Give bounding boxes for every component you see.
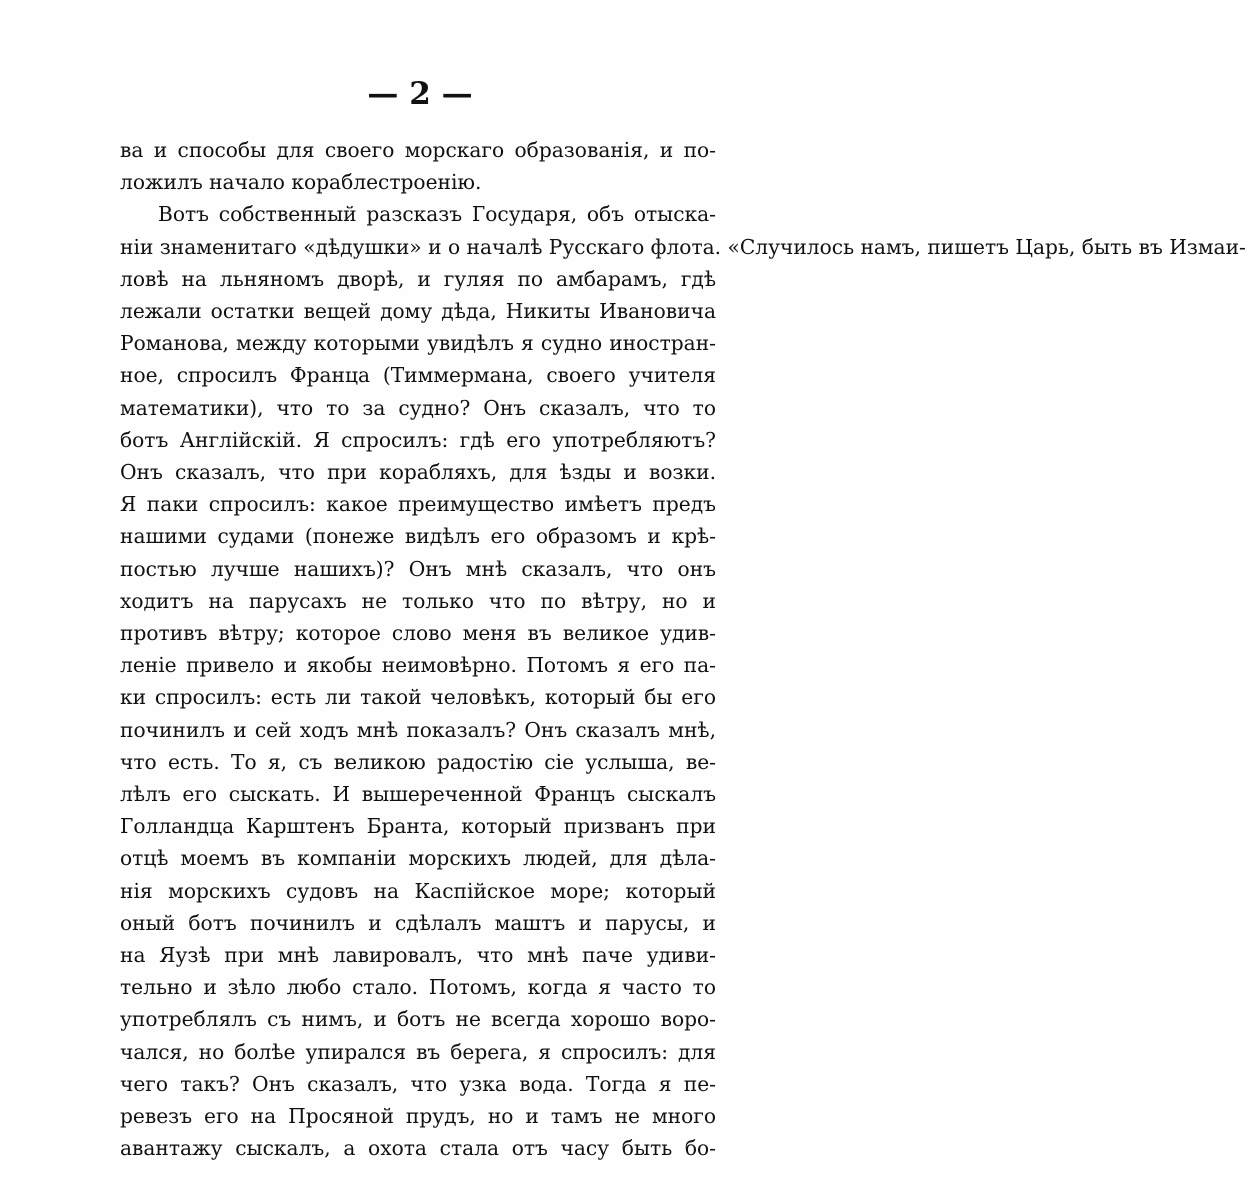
text-line: лежали остатки вещей дому дѣда, Никиты Ивановича <box>120 299 716 324</box>
text-line: нашими судами (понеже видѣлъ его образомъ и крѣ- <box>120 524 716 549</box>
text-line: ное, спросилъ Франца (Тиммермана, своего учителя <box>120 363 716 388</box>
text-line: чался, но болѣе упирался въ берега, я спросилъ: для <box>120 1039 716 1064</box>
text-line: авантажу сыскалъ, а охота стала отъ часу быть бо- <box>120 1136 716 1161</box>
text-line: Онъ сказалъ, что при корабляхъ, для ѣзды и возки. <box>120 460 716 485</box>
text-line: ботъ Англійскій. Я спросилъ: гдѣ его употребляютъ? <box>120 427 716 452</box>
text-line: тельно и зѣло любо стало. Потомъ, когда я часто то <box>120 975 716 1000</box>
paragraph <box>120 134 716 198</box>
text-line: ніи знаменитаго «дѣдушки» и о началѣ Русскаго флота. «Случилось намъ, пишетъ Царь, быть въ Измаи- <box>120 234 1246 259</box>
text-line: нія морскихъ судовъ на Каспійское море; который <box>120 878 716 903</box>
text-line: лѣлъ его сыскать. И вышереченной Францъ сыскалъ <box>120 782 716 807</box>
text-line: ложилъ начало кораблестроенію. <box>120 170 482 195</box>
text-line: на Яузѣ при мнѣ лавировалъ, что мнѣ паче удиви- <box>120 943 716 968</box>
text-line: ловѣ на льняномъ дворѣ, и гуляя по амбарамъ, гдѣ <box>120 266 716 291</box>
text-line: Я паки спросилъ: какое преимущество имѣетъ предъ <box>120 492 716 517</box>
text-line: употреблялъ съ нимъ, и ботъ не всегда хорошо воро- <box>120 1007 716 1032</box>
text-line: леніе привело и якобы неимовѣрно. Потомъ я его па- <box>120 653 716 678</box>
text-line: ки спросилъ: есть ли такой человѣкъ, который бы его <box>120 685 716 710</box>
text-line: что есть. То я, съ великою радостію сіе услыша, ве- <box>120 749 716 774</box>
page-number: — 2 — <box>367 76 473 112</box>
text-line: отцѣ моемъ въ компаніи морскихъ людей, для дѣла- <box>120 846 716 871</box>
text-line: ревезъ его на Просяной прудъ, но и тамъ не много <box>120 1104 716 1129</box>
text-line: ходитъ на парусахъ не только что по вѣтру, но и <box>120 588 716 613</box>
text-line: оный ботъ починилъ и сдѣлалъ маштъ и парусы, и <box>120 910 716 935</box>
paragraph <box>120 198 1246 1164</box>
body-text <box>120 134 1246 1165</box>
text-line: математики), что то за судно? Онъ сказалъ, что то <box>120 395 716 420</box>
text-line: починилъ и сей ходъ мнѣ показалъ? Онъ сказалъ мнѣ, <box>120 717 716 742</box>
text-line: Романова, между которыми увидѣлъ я судно иностран- <box>120 331 716 356</box>
text-line: ва и способы для своего морскаго образованія, и по- <box>120 138 716 162</box>
text-line: противъ вѣтру; которое слово меня въ великое удив- <box>120 621 716 646</box>
text-line: Голландца Карштенъ Бранта, который призванъ при <box>120 814 716 839</box>
text-line: постью лучше нашихъ)? Онъ мнѣ сказалъ, что онъ <box>120 556 716 581</box>
text-line: Вотъ собственный разсказъ Государя, объ отыска- <box>158 202 716 227</box>
text-line: чего такъ? Онъ сказалъ, что узка вода. Тогда я пе- <box>120 1071 716 1096</box>
